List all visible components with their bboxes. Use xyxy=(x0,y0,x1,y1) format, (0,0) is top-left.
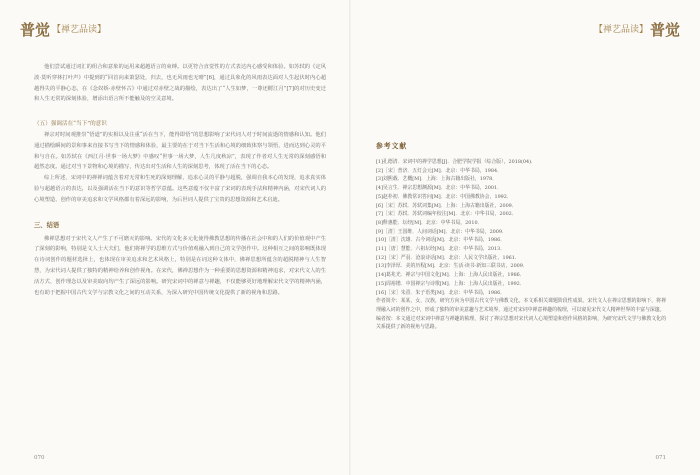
reference-item: [6]［宋］苏轼．苏轼词集[M]．上海：上海古籍出版社，2009． xyxy=(376,202,517,209)
right-header xyxy=(594,22,680,38)
subhead: （五）强调活在“当下”的意识 xyxy=(34,121,107,128)
left-page-body xyxy=(34,62,326,298)
reference-item: [9]［清］王国维．人间词话[M]．北京：中华书局，2009． xyxy=(376,228,507,235)
reference-item: [8]释惠能．坛经[M]．北京：中华书局，2010． xyxy=(376,219,483,226)
reference-item: [5]赵朴初．佛教常识答问[M]．北京：中国佛教协会，1992． xyxy=(376,193,512,200)
right-page-body xyxy=(376,62,666,332)
reference-item: [13]李泽厚．美的历程[M]．北京：生活·读书·新知三联书店，2009． xyxy=(376,263,528,270)
section-tag: 【禅艺品读】 xyxy=(593,25,648,35)
reference-item: [2]［宋］普济．五灯会元[M]．北京：中华书局，1984． xyxy=(376,167,503,174)
reference-item: [16]［宋］朱熹．朱子语类[M]．北京：中华书局，1986． xyxy=(376,289,506,296)
page-gutter xyxy=(349,0,351,475)
reference-item: [3]刘熙载．艺概[M]．上海：上海古籍出版社，1978． xyxy=(376,176,498,183)
body-paragraph: 他们尝试通过词汇的组合和意象的运用来超越语言的束缚。以更符合直觉性的方式表达内心感受和体验。如苏轼的《定风波·莫听穿林打叶声》中提到的“回首向来萧瑟处，归去，也无风雨也无晴”[6]，通过具象化的风雨表达面对人生起伏时内心超越得失的平静心态，在《念奴娇·赤壁怀古》中通过对赤壁之战的描绘，表达出了“人生如梦，一尊还酹江月”[7]的对历史变迁和人生无常的深刻体验，增添出语言所不能触及的空灵意境。 xyxy=(34,64,326,103)
reference-item: [14]葛兆光．禅宗与中国文化[M]．上海：上海人民出版社，1986． xyxy=(376,272,525,279)
author-note: 作者简介：某某，女，汉族，研究方向为中国古代文学与佛教文化。本文系相关课题阶段性成果。宋代文人在禅宗思想的影响下，将禅理融入词的创作之中，形成了独特的审美意趣与艺术境界，通过对宋词中禅意禅趣的梳理，可以窥见宋代文人精神世界的丰富与深邃。 xyxy=(376,298,666,313)
left-header xyxy=(20,22,106,38)
page-number-right: 071 xyxy=(655,455,666,461)
logo: 普觉 xyxy=(20,21,51,39)
body-paragraph: 佛禅思想对于宋代文人产生了不可磨灭的影响。宋代的文化多元化使得佛教思想的传播在社会中和的人们的价值观中产生了深刻的影响，特别是文人士大夫们，他们将禅学的思维方式与价值观融入到自己的文学创作中。这种相互之间的影响既体现在诗词创作的题材选择上，也体现在审美追求和艺术风格上，特别是在词这种文体中，佛禅思想所蕴含的超脱精神与人生智慧，为宋代词人提供了独特的精神给养和创作视角。在宋代，佛禅思想作为一种重要的思想资源和精神追求，对宋代文人的生活方式、创作理念以及审美取向均产生了深远的影响。研究宋词中的禅意与禅趣，不仅能够更好地理解宋代文学的精神内涵，也有助于把握中国古代文学与宗教文化之间的互动关系，为深入研究中国传统文化提供了新的视角和思路。 xyxy=(34,235,326,296)
logo: 普觉 xyxy=(649,21,680,39)
reference-item: [15]周裕锴．中国禅宗与诗歌[M]．上海：上海人民出版社，1992． xyxy=(376,280,525,287)
reference-item: [7]［宋］苏轼．苏轼词编年校注[M]．北京：中华书局，2002． xyxy=(376,211,517,218)
reference-item: [1]孔德清．宋词中的禅学思想[J]．合肥学院学报（综合版），2018(04)． xyxy=(376,159,536,165)
page-number-left: 070 xyxy=(34,455,45,461)
body-paragraph: 综上所述，宋词中的禅禅词蕴含着对无常和生死的深刻理解，追求心灵的平静与超脱，强调自我本心的发现，追求真实体验与超越语言的表达，以及强调活在当下的意识等哲学意蕴。这些意蕴不仅丰富了宋词的表现手法和精神内涵，对宋代词人的心境塑造、创作的审美追求和文学风格都有着深远的影响，为后世词人提供了宝贵的思想资源和艺术启迪。 xyxy=(34,175,326,203)
section-tag: 【禅艺品读】 xyxy=(52,25,107,35)
body-paragraph: 禅宗对时间观推崇“悟道”的实相以及注重“活在当下，能得即悟”的思想影响了宋代词人对于时间流逝的情感和认知。他们通过描绘瞬间的景和事来直接书写当下的情感和体验，最主要的在于对当下生活和心境的细致体察与领悟，进而达到心灵的平和与自在。如苏轼在《西江月·世事一场大梦》中感叹“世事一场大梦，人生几度秋凉”，表现了作者对人生无常的深刻感悟和超然态度。通过对当下景物和心境的描写，传达出对生活和人生的深刻思考，体现了活在当下的心态。 xyxy=(34,131,326,171)
references-list xyxy=(376,158,666,332)
editor-note: 编者按：本文通过对宋词中禅意与禅趣的梳理，探讨了禅宗思想对宋代词人心境塑造和创作风格的影响，为研究宋代文学与佛教文化的关系提供了新的视角与思路。 xyxy=(376,315,666,331)
section-heading: 三、结语 xyxy=(34,221,60,229)
reference-item: [11]［唐］慧能．六祖坛经[M]．北京：中华书局，2013． xyxy=(376,246,506,253)
reference-item: [4]吴言生．禅宗思想渊源[M]．北京：中华书局，2001． xyxy=(376,185,503,192)
references-title: 参考文献 xyxy=(376,142,408,150)
reference-item: [12]［宋］严羽．沧浪诗话[M]．北京：人民文学出版社，1961． xyxy=(376,254,520,261)
reference-item: [10]［清］沈雄．古今词话[M]．北京：中华书局，1986． xyxy=(376,237,506,244)
